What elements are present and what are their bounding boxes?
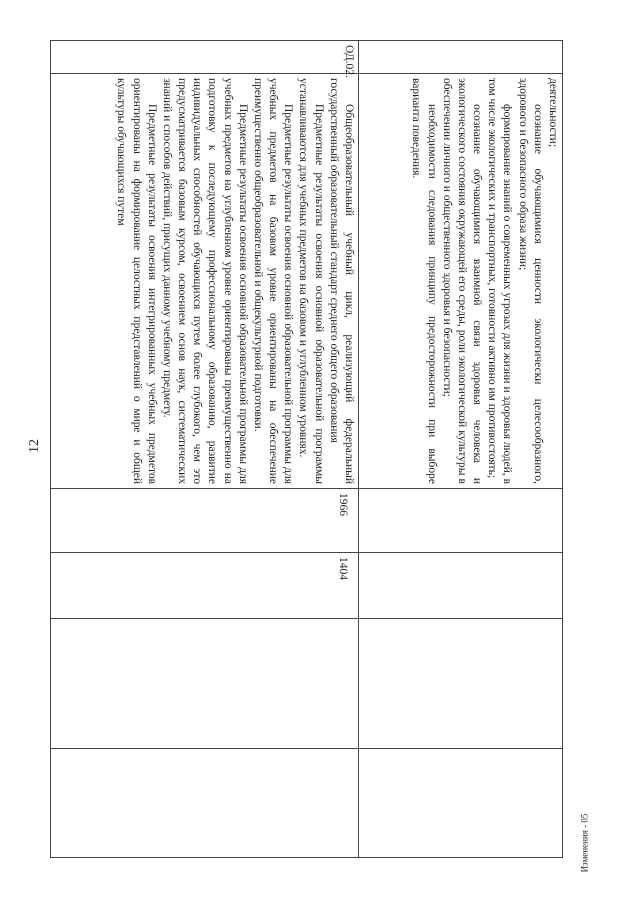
hours-class-cell (359, 553, 563, 619)
paragraph: осознание обучающимися взаимной связи здоровья человека и экологического состояния окружающей его среды, роли экологической культуры в обеспечении личного и общественного здоровья и безопасности; (440, 78, 484, 484)
table-row (359, 41, 563, 858)
rotated-table-container (50, 40, 563, 857)
footer-note: Изменения - 05 (579, 813, 590, 873)
paragraph: осознание обучающимися ценности экологически целесообразного, здорового и безопасного образа жизни; (516, 78, 544, 484)
hours-class-cell: 1404 (51, 553, 359, 619)
row-code-cell (359, 41, 563, 74)
paragraph: необходимости следования принципу предосторожности при выборе варианта поведения. (410, 78, 438, 484)
paragraph: деятельности; (547, 78, 559, 148)
empty-cell (359, 619, 563, 749)
paragraph: формирование знаний о современных угрозах для жизни и здоровья людей, в том числе экологических и транспортных, готовности активно им противостоять; (486, 78, 514, 484)
paragraph: Общеобразовательный учебный цикл, реализующий федеральный государственный образовательный стандарт среднего общего образования (327, 78, 355, 484)
empty-cell (51, 749, 359, 858)
page-number: 12 (27, 439, 42, 453)
hours-total-cell (359, 489, 563, 553)
description-cell (51, 74, 359, 489)
paragraph: Предметные результаты освоения основной образовательной программы устанавливаются для учебных предметов на базовом и углубленном уровнях. (297, 78, 325, 484)
paragraph: Предметные результаты освоения основной образовательной программы для учебных предметов на базовом уровне ориентированы на обеспечение преимущественно общеобразовательной и общекультурной подготовки. (251, 78, 295, 484)
paragraph: Предметные результаты освоения основной образовательной программы для учебных предметов на углубленном уровне ориентированы преимущественно на подготовку к последующему профессиональному образованию, развитие индивидуальных способностей обучающихся путем более глубокого, чем это предусматривается базовым курсом, освоением основ наук, систематических знаний и способов действий, присущих данному учебному предмету. (160, 78, 249, 484)
curriculum-table (50, 40, 563, 858)
description-cell (359, 74, 563, 489)
table-row (51, 41, 359, 858)
paragraph: Предметные результаты освоения интегрированных учебных предметов ориентированы на формирование целостных представлений о мире и общей культуры обучающихся путем (115, 78, 158, 484)
row-code-cell: ОД.02. (51, 41, 359, 74)
hours-total-cell: 1966 (51, 489, 359, 553)
empty-cell (51, 619, 359, 749)
empty-cell (359, 749, 563, 858)
